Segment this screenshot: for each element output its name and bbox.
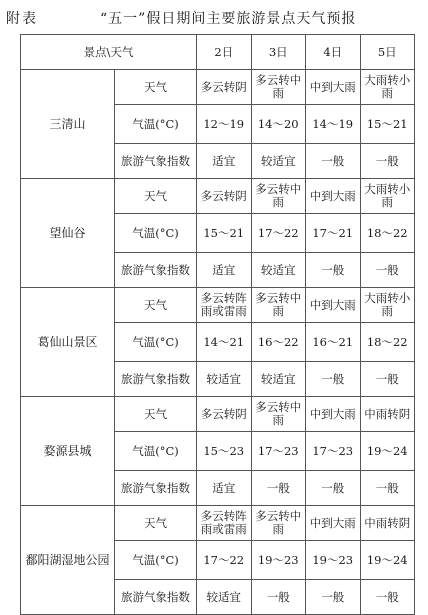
weather-cell: 中到大雨 — [306, 506, 361, 541]
index-cell: 较适宜 — [197, 580, 252, 615]
weather-cell: 大雨转小雨 — [360, 179, 415, 214]
index-cell: 一般 — [360, 580, 415, 615]
temp-cell: 18～22 — [360, 323, 415, 362]
weather-cell: 多云转阴 — [197, 397, 252, 432]
index-cell: 一般 — [360, 471, 415, 506]
weather-cell: 中雨转阴 — [360, 397, 415, 432]
forecast-table — [20, 34, 415, 615]
item-label: 旅游气象指数 — [115, 144, 197, 179]
weather-cell: 多云转中雨 — [251, 506, 306, 541]
table-row — [21, 179, 415, 214]
item-label: 天气 — [115, 288, 197, 323]
day-header: 4日 — [306, 35, 361, 70]
index-cell: 一般 — [251, 580, 306, 615]
page-header — [0, 0, 428, 32]
temp-cell: 19～24 — [360, 432, 415, 471]
temp-cell: 17～22 — [197, 541, 252, 580]
spot-name: 婺源县城 — [21, 397, 115, 506]
temp-cell: 19～23 — [251, 541, 306, 580]
index-cell: 一般 — [306, 471, 361, 506]
weather-cell: 大雨转小雨 — [360, 70, 415, 105]
spot-name: 葛仙山景区 — [21, 288, 115, 397]
temp-cell: 14～21 — [197, 323, 252, 362]
temp-cell: 15～21 — [197, 214, 252, 253]
index-cell: 适宜 — [197, 471, 252, 506]
temp-cell: 19～23 — [306, 541, 361, 580]
item-label: 天气 — [115, 179, 197, 214]
weather-cell: 多云转阵雨或雷雨 — [197, 506, 252, 541]
page-title: “五一”假日期间主要旅游景点天气预报 — [100, 11, 357, 27]
temp-cell: 14～19 — [306, 105, 361, 144]
item-label: 旅游气象指数 — [115, 362, 197, 397]
index-cell: 一般 — [360, 144, 415, 179]
weather-cell: 多云转阴 — [197, 70, 252, 105]
temp-cell: 16～21 — [306, 323, 361, 362]
index-cell: 一般 — [306, 144, 361, 179]
temp-cell: 18～22 — [360, 214, 415, 253]
weather-cell: 中雨转阴 — [360, 506, 415, 541]
weather-cell: 中到大雨 — [306, 288, 361, 323]
index-cell: 一般 — [360, 253, 415, 288]
spot-name: 鄱阳湖湿地公园 — [21, 506, 115, 615]
weather-cell: 多云转中雨 — [251, 397, 306, 432]
temp-cell: 17～23 — [306, 432, 361, 471]
item-label: 气温(°C) — [115, 214, 197, 253]
item-label: 气温(°C) — [115, 105, 197, 144]
weather-cell: 多云转阴 — [197, 179, 252, 214]
weather-cell: 多云转阵雨或雷雨 — [197, 288, 252, 323]
weather-cell: 多云转中雨 — [251, 288, 306, 323]
day-header: 2日 — [197, 35, 252, 70]
weather-cell: 大雨转小雨 — [360, 288, 415, 323]
appendix-label: 附表 — [6, 11, 38, 27]
weather-cell: 中到大雨 — [306, 397, 361, 432]
day-header: 3日 — [251, 35, 306, 70]
weather-cell: 多云转中雨 — [251, 70, 306, 105]
item-label: 天气 — [115, 506, 197, 541]
item-label: 天气 — [115, 70, 197, 105]
index-cell: 适宜 — [197, 144, 252, 179]
weather-cell: 多云转中雨 — [251, 179, 306, 214]
index-cell: 较适宜 — [251, 144, 306, 179]
item-label: 气温(°C) — [115, 432, 197, 471]
index-cell: 一般 — [306, 253, 361, 288]
temp-cell: 16～22 — [251, 323, 306, 362]
index-cell: 一般 — [360, 362, 415, 397]
temp-cell: 12～19 — [197, 105, 252, 144]
corner-header: 景点\天气 — [21, 35, 197, 70]
index-cell: 适宜 — [197, 253, 252, 288]
temp-cell: 17～21 — [306, 214, 361, 253]
temp-cell: 15～23 — [197, 432, 252, 471]
temp-cell: 14～20 — [251, 105, 306, 144]
index-cell: 一般 — [306, 580, 361, 615]
table-row — [21, 397, 415, 432]
index-cell: 较适宜 — [197, 362, 252, 397]
index-cell: 一般 — [306, 362, 361, 397]
index-cell: 较适宜 — [251, 362, 306, 397]
item-label: 旅游气象指数 — [115, 580, 197, 615]
spot-name: 三清山 — [21, 70, 115, 179]
table-row — [21, 506, 415, 541]
temp-cell: 19～24 — [360, 541, 415, 580]
index-cell: 较适宜 — [251, 253, 306, 288]
table-row — [21, 70, 415, 105]
item-label: 气温(°C) — [115, 541, 197, 580]
day-header: 5日 — [360, 35, 415, 70]
table-header-row — [21, 35, 415, 70]
index-cell: 一般 — [251, 471, 306, 506]
temp-cell: 17～23 — [251, 432, 306, 471]
weather-cell: 中到大雨 — [306, 70, 361, 105]
item-label: 天气 — [115, 397, 197, 432]
item-label: 旅游气象指数 — [115, 253, 197, 288]
table-row — [21, 288, 415, 323]
item-label: 气温(°C) — [115, 323, 197, 362]
temp-cell: 15～21 — [360, 105, 415, 144]
temp-cell: 17～22 — [251, 214, 306, 253]
spot-name: 望仙谷 — [21, 179, 115, 288]
weather-cell: 中到大雨 — [306, 179, 361, 214]
item-label: 旅游气象指数 — [115, 471, 197, 506]
